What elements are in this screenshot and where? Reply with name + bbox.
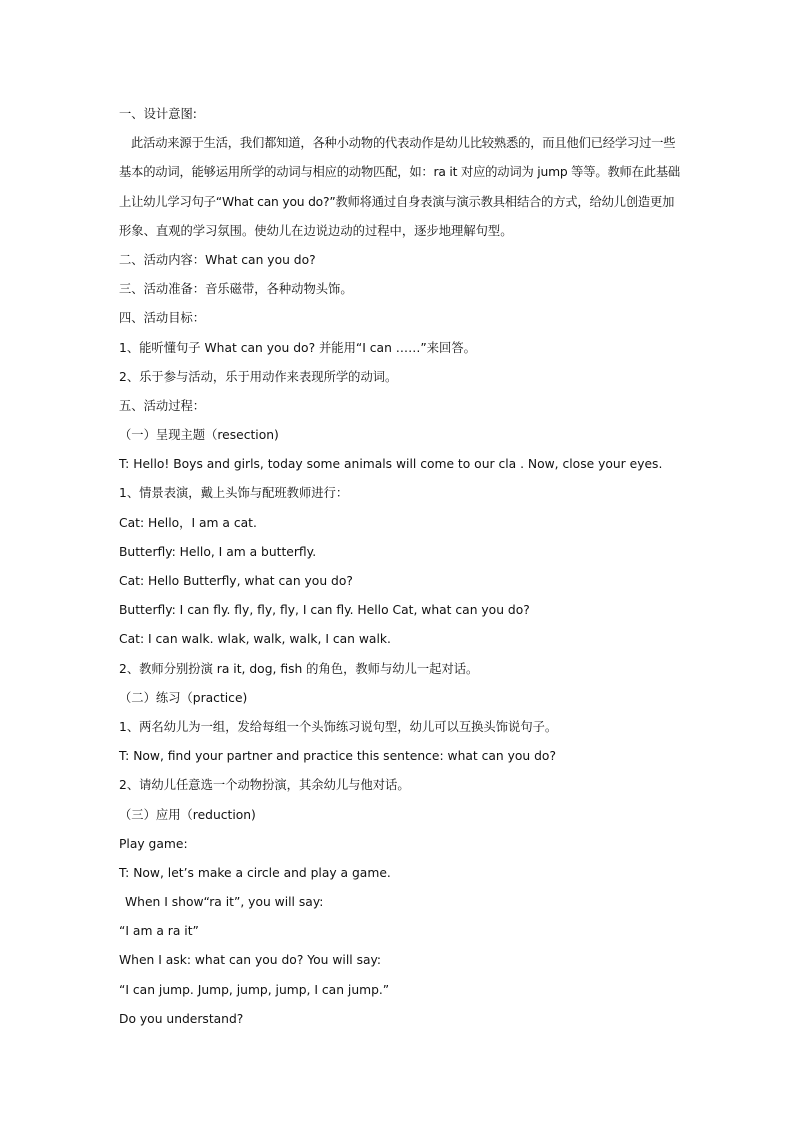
section-heading-activity-preparation: 三、活动准备：音乐磁带，各种动物头饰。 xyxy=(119,282,353,297)
section-heading-activity-content: 二、活动内容：What can you do? xyxy=(119,252,316,267)
paragraph-line: 此活动来源于生活，我们都知道，各种小动物的代表动作是幼儿比较熟悉的，而且他们已经学习过一些 xyxy=(131,136,676,151)
dialogue-line: Do you understand? xyxy=(119,1011,244,1026)
subsection-heading-practice: （二）练习（practice) xyxy=(119,690,248,705)
dialogue-line: T: Now, let’s make a circle and play a game. xyxy=(119,865,391,880)
dialogue-line: Butterfly: I can fly. fly, fly, fly, I can fly. Hello Cat, what can you do? xyxy=(119,603,530,618)
paragraph-line: 基本的动词，能够运用所学的动词与相应的动物匹配，如：ra it 对应的动词为 jump 等等。教师在此基础 xyxy=(119,165,681,180)
game-title: Play game: xyxy=(119,836,188,851)
dialogue-line: Butterfly: Hello, I am a butterfly. xyxy=(119,544,317,559)
dialogue-line: Cat: Hello，I am a cat. xyxy=(119,515,257,530)
document-body xyxy=(119,100,679,1034)
paragraph-line: 形象、直观的学习氛围。使幼儿在边说边动的过程中，逐步地理解句型。 xyxy=(119,223,513,238)
goal-item: 1、能听懂句子 What can you do? 并能用“I can ……”来回答。 xyxy=(119,340,476,355)
dialogue-line: Cat: Hello Butterfly, what can you do? xyxy=(119,574,353,588)
section-heading-design-intent: 一、设计意图: xyxy=(119,107,197,121)
step-item: 2、教师分别扮演 ra it, dog, fish 的角色，教师与幼儿一起对话。 xyxy=(119,661,479,676)
dialogue-line: “I can jump. Jump, jump, jump, I can jump.” xyxy=(119,982,390,997)
dialogue-line: Cat: I can walk. wlak, walk, walk, I can walk. xyxy=(119,632,391,647)
goal-item: 2、乐于参与活动，乐于用动作来表现所学的动词。 xyxy=(119,369,398,384)
dialogue-line: T: Hello! Boys and girls, today some animals will come to our cla . Now, close your eyes. xyxy=(119,457,663,472)
dialogue-line: T: Now, find your partner and practice this sentence: what can you do? xyxy=(119,749,556,764)
dialogue-line: When I show“ra it”, you will say: xyxy=(125,895,324,910)
step-item: 1、情景表演，戴上头饰与配班教师进行： xyxy=(119,486,349,501)
dialogue-line: “I am a ra it” xyxy=(119,924,199,939)
step-item: 1、两名幼儿为一组，发给每组一个头饰练习说句型，幼儿可以互换头饰说句子。 xyxy=(119,719,558,734)
step-item: 2、请幼儿任意选一个动物扮演，其余幼儿与他对话。 xyxy=(119,778,410,793)
paragraph-line: 上让幼儿学习句子“What can you do?”教师将通过自身表演与演示教具相结合的方式，给幼儿创造更加 xyxy=(119,194,675,209)
section-heading-activity-process: 五、活动过程： xyxy=(119,398,206,413)
dialogue-line: When I ask: what can you do? You will say: xyxy=(119,953,382,968)
subsection-heading-presentation: （一）呈现主题（resection) xyxy=(119,428,279,443)
section-heading-activity-goals: 四、活动目标： xyxy=(119,311,206,326)
subsection-heading-application: （三）应用（reduction) xyxy=(119,807,256,822)
